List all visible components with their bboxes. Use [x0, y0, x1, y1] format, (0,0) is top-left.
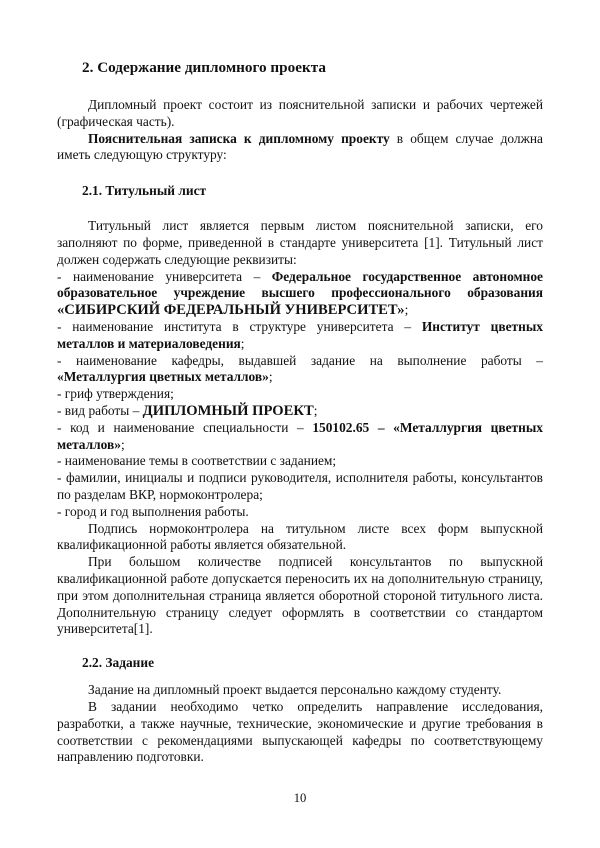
university-official-name: Федеральное государственное автономное образовательное учреждение высшего профессионального образования — [57, 268, 543, 301]
consultants-paragraph: При большом количестве подписей консультантов по выпускной квалификационной работе допускается переносить их на дополнительную страницу, при этом дополнительная страница является оборотной стороной титульного листа. Дополнительную страницу следует оформлять в соответствии со стандартом университета[1]. — [57, 554, 543, 637]
requisite-university — [57, 269, 543, 319]
section-heading: 2. Содержание дипломного проекта — [82, 59, 326, 76]
requisite-work-type-label: - вид работы – — [57, 402, 143, 418]
explanatory-note-term: Пояснительная записка к дипломному проекту — [88, 130, 390, 146]
structure-paragraph-text: в общем случае должна иметь следующую структуру: — [57, 130, 543, 163]
requisite-institute-end: ; — [240, 335, 245, 351]
assignment-heading: 2.2. Задание — [82, 655, 155, 671]
requisite-department — [57, 353, 543, 387]
assignment-paragraph-2: В задании необходимо четко определить направление исследования, разработки, а также научные, технические, экономические и другие требования в соответствии с рекомендациями выпускающей кафедры по соответствующему направлению подготовки. — [57, 698, 543, 765]
work-type-value: ДИПЛОМНЫЙ ПРОЕКТ — [142, 402, 314, 419]
title-sheet-heading: 2.1. Титульный лист — [82, 183, 207, 199]
title-sheet-intro: Титульный лист является первым листом пояснительной записки, его заполняют по форме, приведенной в стандарте университета [1]. Титульный лист должен содержать следующие реквизиты: — [57, 218, 543, 267]
page-number: 10 — [293, 791, 307, 805]
requisite-institute — [57, 319, 543, 353]
structure-paragraph — [57, 131, 543, 165]
requisite-institute-label: - наименование института в структуре университета – — [57, 318, 422, 334]
requisite-university-label: - наименование университета – — [57, 268, 272, 284]
requisite-department-end: ; — [268, 369, 273, 385]
requisite-department-label: - наименование кафедры, выдавшей задание на выполнение работы – — [57, 352, 543, 368]
assignment-paragraph-1: Задание на дипломный проект выдается персонально каждому студенту. — [88, 682, 502, 698]
normcontrol-paragraph: Подпись нормоконтролера на титульном листе всех форм выпускной квалификационной работы является обязательной. — [57, 520, 543, 553]
requisite-work-type — [57, 403, 543, 420]
requisite-approval: - гриф утверждения; — [57, 386, 174, 402]
requisite-university-end: ; — [404, 302, 409, 318]
institute-name: Институт цветных металлов и материаловедения — [57, 318, 543, 351]
department-name: «Металлургия цветных металлов» — [57, 369, 269, 385]
intro-paragraph: Дипломный проект состоит из пояснительной записки и рабочих чертежей (графическая часть). — [57, 97, 543, 129]
requisite-city-year: - город и год выполнения работы. — [57, 503, 249, 519]
requisite-topic: - наименование темы в соответствии с заданием; — [57, 453, 337, 469]
specialty-value: 150102.65 – «Металлургия цветных металлов» — [57, 419, 543, 452]
requisite-work-type-end: ; — [313, 402, 318, 418]
university-short-name: «СИБИРСКИЙ ФЕДЕРАЛЬНЫЙ УНИВЕРСИТЕТ» — [57, 302, 405, 319]
requisite-specialty — [57, 420, 543, 454]
requisite-specialty-label: - код и наименование специальности – — [57, 419, 313, 435]
requisite-specialty-end: ; — [120, 436, 125, 452]
requisite-signatures: - фамилии, инициалы и подписи руководителя, исполнителя работы, консультантов по разделам ВКР, нормоконтролера; — [57, 470, 543, 502]
